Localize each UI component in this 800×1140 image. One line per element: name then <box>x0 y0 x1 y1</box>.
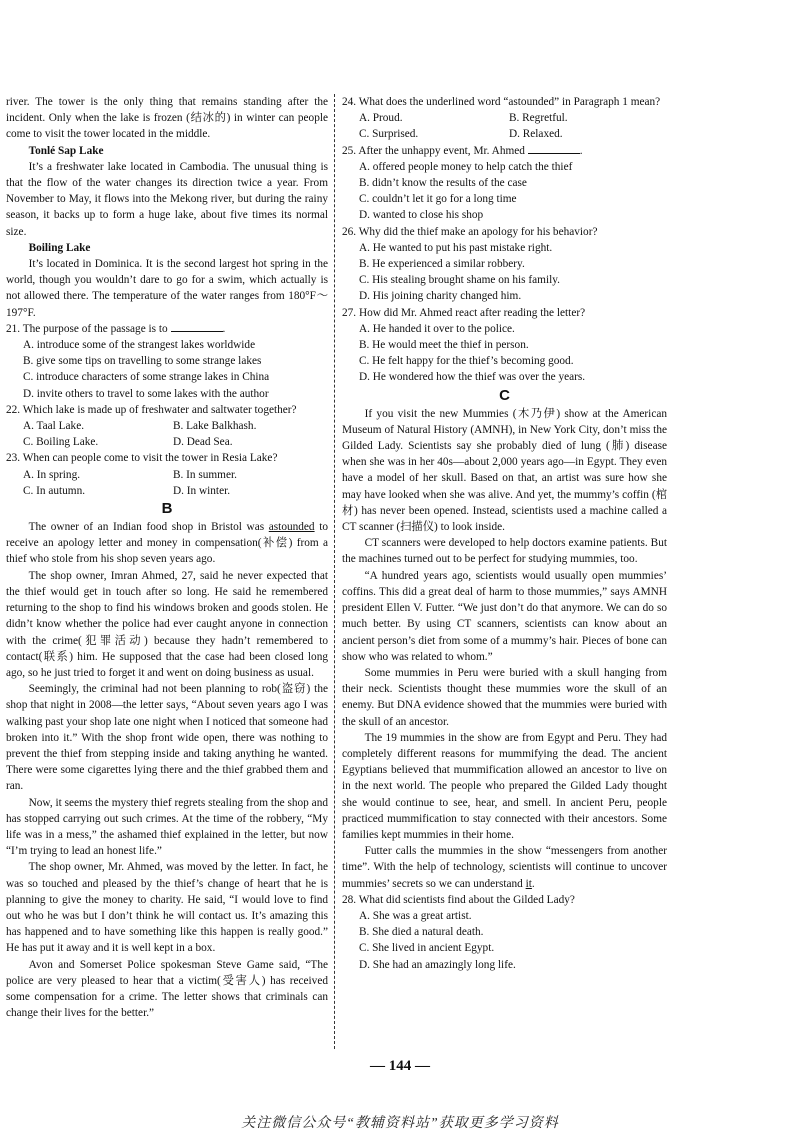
section-heading-b: B <box>161 500 173 518</box>
option-c: C. His stealing brought shame on his family. <box>358 274 560 287</box>
option-d: D. wanted to close his shop <box>358 209 484 222</box>
page-number: — 144 — <box>370 1058 430 1074</box>
option-d: D. In winter. <box>172 484 231 497</box>
question-28 <box>342 892 667 973</box>
passage-b-paragraph-6: Avon and Somerset Police spokesman Steve Game said, “The police are very pleased to hear that a victim(受害人) has received some compensation for a crime. The letter shows that criminals can change their lives for the better.” <box>6 958 328 1020</box>
paragraph-boiling-lake: It’s located in Dominica. It is the second largest hot spring in the world, though you wouldn’t dare to go for a swim, which actually is not allowed there. The temperature of the water ranges from 180°F～197°F. <box>6 258 328 319</box>
option-c: C. introduce characters of some strange lakes in China <box>22 371 270 384</box>
question-stem: 23. When can people come to visit the tower in Resia Lake? <box>6 452 278 465</box>
footer-notice: 关注微信公众号“教辅资料站”获取更多学习资料 <box>241 1116 559 1131</box>
underlined-word-astounded: astounded <box>268 521 315 534</box>
question-stem: 24. What does the underlined word “astounded” in Paragraph 1 mean? <box>342 96 661 108</box>
option-c: C. In autumn. <box>22 484 86 497</box>
passage-b-paragraph-1: The owner of an Indian food shop in Bristol was astounded to receive an apology letter and money in compensation(补偿) from a thief who stole from his shop seven years ago. <box>6 521 328 566</box>
option-b: B. He experienced a similar robbery. <box>358 258 525 271</box>
passage-c-paragraph-5: The 19 mummies in the show are from Egypt and Peru. They had completely different reasons for mummifying the dead. The ancient Egyptians believed that mummification allowed an ancestor to live on in the next world. The people who prepared the Gilded Lady thought she would continue to see, hear, and smell. In ancient Peru, people practiced mummification to stay connected with their ancestors. Some families kept mummies in their home. <box>342 731 667 841</box>
option-b: B. Lake Balkhash. <box>172 420 257 433</box>
passage-b-paragraph-4: Now, it seems the mystery thief regrets stealing from the shop and has stopped carrying out such crimes. At the time of the robbery, “My life was in a mess,” the ashamed thief explained in the letter, but now “I’m trying to lead an honest life.” <box>6 796 328 858</box>
heading-tonle-sap: Tonlé Sap Lake <box>28 144 104 157</box>
question-24 <box>342 94 667 143</box>
option-b: B. give some tips on travelling to some strange lakes <box>22 355 262 368</box>
question-stem: 22. Which lake is made up of freshwater and saltwater together? <box>6 403 297 416</box>
option-b: B. didn’t know the results of the case <box>358 177 527 190</box>
question-26 <box>342 224 667 305</box>
column-divider <box>334 94 335 1049</box>
option-a: A. offered people money to help catch the thief <box>358 160 573 173</box>
passage-b-paragraph-5: The shop owner, Mr. Ahmed, was moved by the letter. In fact, he was so touched and pleased by the thief’s change of heart that he is planning to give the money to charity. He said, “I would love to find out who he was but I don’t think he will contact us. It’s amazing this has happened and to have something like this happen is really good.” He has put it away and it is well kept in a box. <box>6 861 328 955</box>
section-heading-c: C <box>499 386 510 404</box>
question-23 <box>6 450 328 499</box>
question-stem: 26. Why did the thief make an apology for his behavior? <box>342 225 598 238</box>
option-d: D. Dead Sea. <box>172 436 233 449</box>
option-a: A. He handed it over to the police. <box>358 322 515 335</box>
option-d: D. She had an amazingly long life. <box>358 958 516 971</box>
option-c: C. She lived in ancient Egypt. <box>358 942 495 955</box>
option-a: A. She was a great artist. <box>358 909 472 922</box>
right-column <box>342 94 667 973</box>
question-27 <box>342 305 667 386</box>
question-22 <box>6 402 328 451</box>
question-21: 21. The purpose of the passage is to . A. introduce some of the strangest lakes worldwide B. give some tips on travelling to some strange lakes C. introduce characters of some strange lakes in China D. invite others to travel to some lakes with the author <box>6 321 328 402</box>
option-b: B. He would meet the thief in person. <box>358 339 529 352</box>
question-stem: 28. What did scientists find about the Gilded Lady? <box>342 893 575 906</box>
heading-boiling-lake: Boiling Lake <box>28 241 91 254</box>
question-stem: 21. The purpose of the passage is to <box>6 322 168 335</box>
passage-c-paragraph-4: Some mummies in Peru were buried with a skull hanging from their neck. Scientists thought these mummies wore the skull of an enemy. But DNA evidence showed that the mummies were buried with the skull of an ancestor. <box>342 666 667 728</box>
passage-c-paragraph-1: If you visit the new Mummies (木乃伊) show at the American Museum of Natural History (AMNH), in New York City, don’t miss the Gilded Lady. Scientists say she probably died of lung (肺) disease when she was in her 40s—about 2,000 years ago—in Egypt. They even have a model of her skull. Based on that, an artist was sure how she may have looked when she was alive. And yet, the mummy’s coffin (棺材) has never been opened. Instead, scientists used a machine called a CT scanner (扫描仪) to look inside. <box>342 407 667 534</box>
option-a: A. Taal Lake. <box>22 420 85 433</box>
question-25: 25. After the unhappy event, Mr. Ahmed . A. offered people money to help catch the thief B. didn’t know the results of the case C. couldn’t let it go for a long time D. wanted to close his shop <box>342 143 667 224</box>
option-d: D. Relaxed. <box>508 128 563 141</box>
option-a: A. He wanted to put his past mistake right. <box>358 241 553 254</box>
passage-c-paragraph-3: “A hundred years ago, scientists would usually open mummies’ coffins. This did a great deal of harm to those mummies,” says AMNH president Ellen V. Futter. “We just don’t do that anymore. We can do so much better. By using CT scanners, scientists can know about an ancient person’s diet from some of a mummy’s hair. Pieces of bone can show who was related to whom.” <box>342 569 667 663</box>
paragraph-tonle-sap: It’s a freshwater lake located in Cambodia. The unusual thing is that the flow of the water changes its direction twice a year. From November to May, it flows into the Mekong river, but during the rainy season, it backs up to form a huge lake, about five times its normal size. <box>6 160 328 238</box>
option-d: D. His joining charity changed him. <box>358 290 522 303</box>
option-a: A. introduce some of the strangest lakes worldwide <box>22 339 256 352</box>
option-b: B. Regretful. <box>508 112 568 125</box>
passage-c-paragraph-6: Futter calls the mummies in the show “messengers from another time”. With the help of technology, scientists will continue to uncover mummies’ secrets so we can understand it. <box>342 845 667 890</box>
option-c: C. Boiling Lake. <box>22 436 99 449</box>
option-d: D. He wondered how the thief was over the years. <box>358 371 586 384</box>
option-b: B. She died a natural death. <box>358 926 484 939</box>
question-stem: 27. How did Mr. Ahmed react after reading the letter? <box>342 306 586 319</box>
option-b: B. In summer. <box>172 468 237 481</box>
option-a: A. In spring. <box>22 468 81 481</box>
passage-c-paragraph-2: CT scanners were developed to help doctors examine patients. But the machines turned out to be perfect for studying mummies, too. <box>342 537 667 566</box>
option-c: C. He felt happy for the thief’s becoming good. <box>358 355 574 368</box>
answer-blank <box>171 321 223 332</box>
option-c: C. Surprised. <box>358 128 419 141</box>
option-c: C. couldn’t let it go for a long time <box>358 193 517 206</box>
paragraph-resia-end: river. The tower is the only thing that remains standing after the incident. Only when the lake is frozen (结冰的) in winter can people come to visit the tower located in the middle. <box>6 96 328 141</box>
option-d: D. invite others to travel to some lakes with the author <box>22 387 269 400</box>
option-a: A. Proud. <box>358 112 403 125</box>
answer-blank <box>528 143 580 154</box>
passage-b-paragraph-2: The shop owner, Imran Ahmed, 27, said he never expected that the thief would get in touch after so long. He said he remembered returning to the shop to find his windows broken and goods stolen. He didn’t know whether the police had ever caught anyone in connection with the crime(犯罪活动) because they hadn’t remembered to contact(联系) him. He supposed that the case had been closed long ago, so he just tried to forget it and went on doing business as usual. <box>6 569 328 679</box>
underlined-word-it: it <box>525 877 532 890</box>
question-stem: 25. After the unhappy event, Mr. Ahmed <box>342 144 525 157</box>
left-column <box>6 94 328 1021</box>
passage-b-paragraph-3: Seemingly, the criminal had not been planning to rob(盗窃) the shop that night in 2008—the letter says, “About seven years ago I was walking past your shop late one night when I noticed that someone had broken into it.” With the shop front wide open, there was nothing to prevent the thief from stepping inside and taking anything he wanted. There were some cigarettes lying there and the thief grabbed them and ran. <box>6 683 328 793</box>
